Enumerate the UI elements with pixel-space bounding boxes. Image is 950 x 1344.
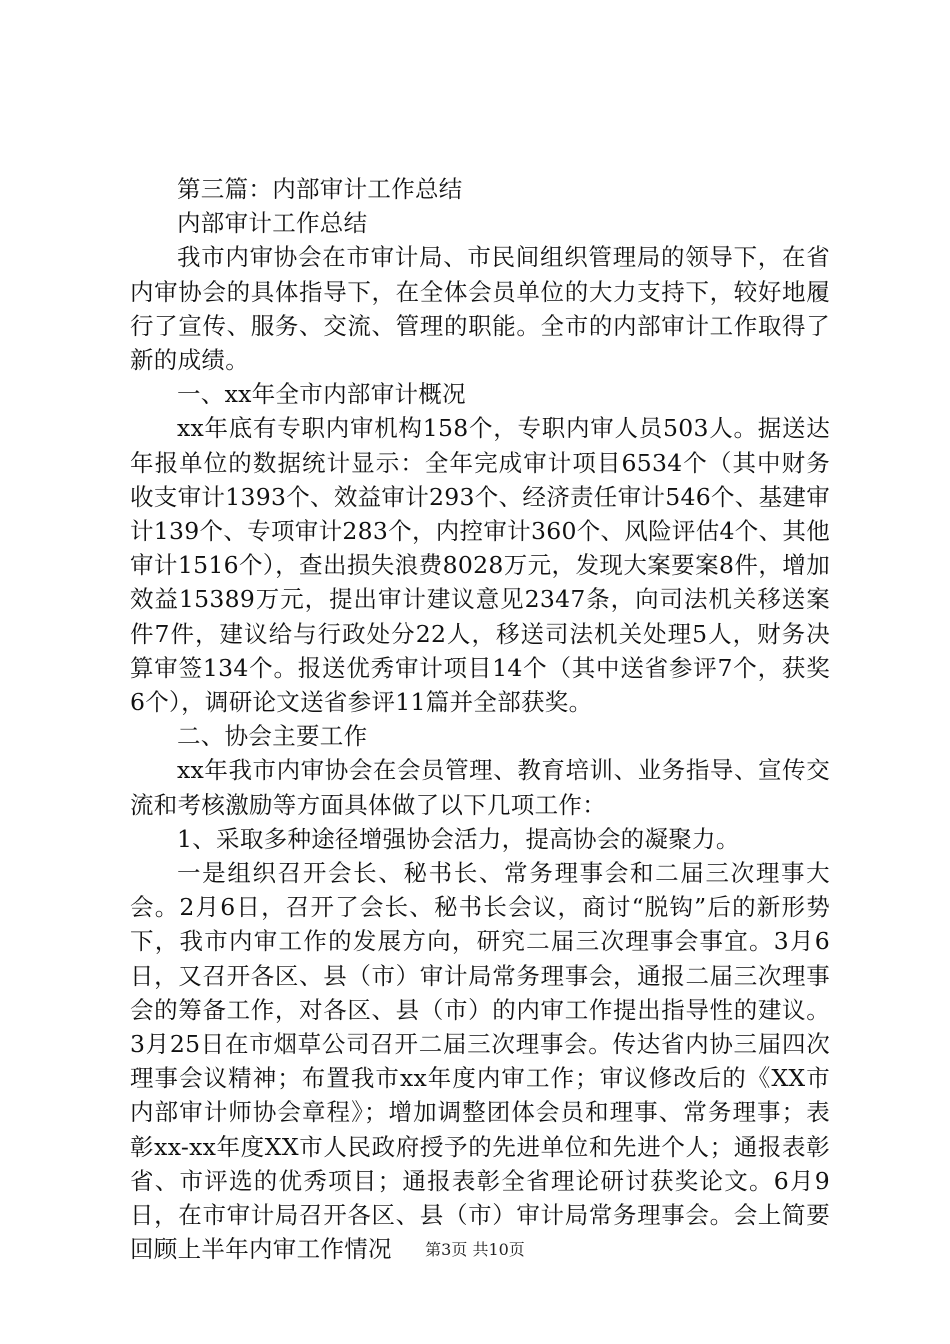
page-number: 第3页 共10页: [425, 1240, 525, 1259]
paragraph-overview: xx年底有专职内审机构158个，专职内审人员503人。据送达年报单位的数据统计显示：全年完成审计项目6534个（其中财务收支审计1393个、效益审计293个、经济责任审计546个、基建审计139个、专项审计283个，内控审计360个、风险评估4个、其他审计1516个），查出损失浪费8028万元，发现大案要案8件，增加效益15389万元，提出审计建议意见2347条，向司法机关移送案件7件，建议给与行政处分22人，移送司法机关处理5人，财务决算审签134个。报送优秀审计项目14个（其中送省参评7个，获奖6个），调研论文送省参评11篇并全部获奖。: [130, 414, 830, 717]
document-subheading: 内部审计工作总结: [177, 209, 368, 238]
paragraph-main-work: xx年我市内审协会在会员管理、教育培训、业务指导、宣传交流和考核激励等方面具体做了以下几项工作：: [130, 756, 830, 819]
paragraph-meetings: 一是组织召开会长、秘书长、常务理事会和二届三次理事大会。2月6日，召开了会长、秘书长会议，商讨“脱钩”后的新形势下，我市内审工作的发展方向，研究二届三次理事会事宜。3月6日，又召开各区、县（市）审计局常务理事会，通报二届三次理事会的筹备工作，对各区、县（市）的内审工作提出指导性的建议。3月25日在市烟草公司召开二届三次理事会。传达省内协三届四次理事会议精神；布置我市xx年度内审工作；审议修改后的《XX市内部审计师协会章程》；增加调整团体会员和理事、常务理事；表彰xx-xx年度XX市人民政府授予的先进单位和先进个人；通报表彰省、市评选的优秀项目；通报表彰全省理论研讨获奖论文。6月9日，在市审计局召开各区、县（市）审计局常务理事会。会上简要回顾上半年内审工作情况: [130, 859, 830, 1264]
subsection-heading-vitality: 1、采取多种途径增强协会活力，提高协会的凝聚力。: [177, 824, 740, 853]
document-heading: 第三篇：内部审计工作总结: [177, 175, 463, 203]
section-heading-main-work: 二、协会主要工作: [177, 722, 368, 751]
section-heading-overview: 一、xx年全市内部审计概况: [177, 380, 466, 409]
document-body: [130, 172, 830, 1267]
paragraph-intro: 我市内审协会在市审计局、市民间组织管理局的领导下，在省内审协会的具体指导下，在全体会员单位的大力支持下，较好地履行了宣传、服务、交流、管理的职能。全市的内部审计工作取得了新的成绩。: [130, 243, 830, 375]
